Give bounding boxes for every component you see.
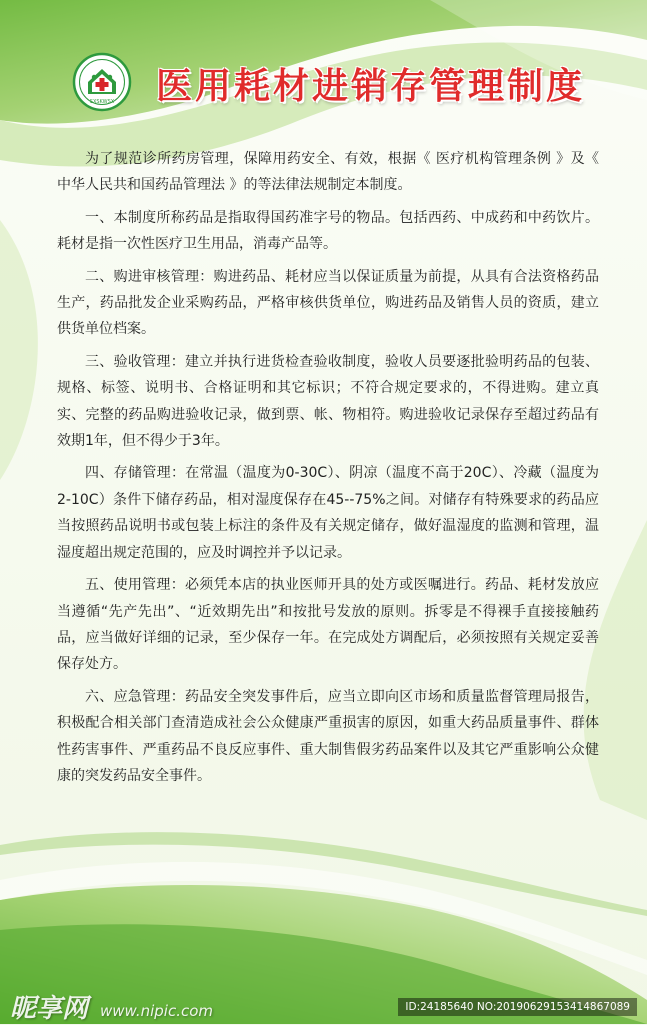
section-6-emergency: 六、应急管理：药品安全突发事件后，应当立即向区市场和质量监督管理局报告，积极配合相关部门查清造成社会公众健康严重损害的原因，如重大药品质量事件、群体性药害事件、严重药品不良反应事件、重大制售假劣药品案件以及其它严重影响公众健康的突发药品安全事件。 xyxy=(57,688,599,784)
regulation-body xyxy=(57,146,599,795)
section-3-acceptance: 三、验收管理：建立并执行进货检查验收制度，验收人员要逐批验明药品的包装、规格、标签、说明书、合格证明和其它标识；不符合规定要求的，不得进购。建立真实、完整的药品购进验收记录，做到票、帐、物相符。购进验收记录保存至超过药品有效期1年，但不得少于3年。 xyxy=(57,353,599,450)
svg-text:SXSKWSX: SXSKWSX xyxy=(89,99,115,105)
image-id-label: ID:24185640 NO:20190629153414867089 xyxy=(398,998,637,1016)
intro-paragraph: 为了规范诊所药房管理，保障用药安全、有效，根据《 医疗机构管理条例 》及《 中华人民共和国药品管理法 》的等法律法规制定本制度。 xyxy=(57,151,599,194)
section-1-definition: 一、本制度所称药品是指取得国药准字号的物品。包括西药、中成药和中药饮片。耗材是指一次性医疗卫生用品，消毒产品等。 xyxy=(57,209,599,253)
section-2-purchase-review: 二、购进审核管理：购进药品、耗材应当以保证质量为前提，从具有合法资格药品生产，药品批发企业采购药品，严格审核供货单位，购进药品及销售人员的资质，建立供货单位档案。 xyxy=(57,268,599,338)
page-title: 医用耗材进销存管理制度 xyxy=(156,66,586,107)
header xyxy=(0,40,647,120)
section-5-usage: 五、使用管理：必须凭本店的执业医师开具的处方或医嘱进行。药品、耗材发放应当遵循“先产先出”、“近效期先出”和按批号发放的原则。拆零是不得裸手直接接触药品，应当做好详细的记录，至少保存一年。在完成处方调配后，必须按照有关规定妥善保存处方。 xyxy=(57,577,599,673)
section-4-storage: 四、存储管理：在常温（温度为0-30C）、阴凉（温度不高于20C）、冷藏（温度为2-10C）条件下储存药品，相对湿度保存在45--75%之间。对储存有特殊要求的药品应当按照药品说明书或包装上标注的条件及有关规定储存，做好温湿度的监测和管理，温湿度超出规定范围的，应及时调控并予以记录。 xyxy=(57,465,599,561)
clinic-logo-icon xyxy=(72,52,132,112)
watermark-url: www.nipic.com xyxy=(100,1002,214,1020)
watermark-logo: 昵享网 xyxy=(10,994,89,1024)
footer-watermark xyxy=(0,988,647,1024)
